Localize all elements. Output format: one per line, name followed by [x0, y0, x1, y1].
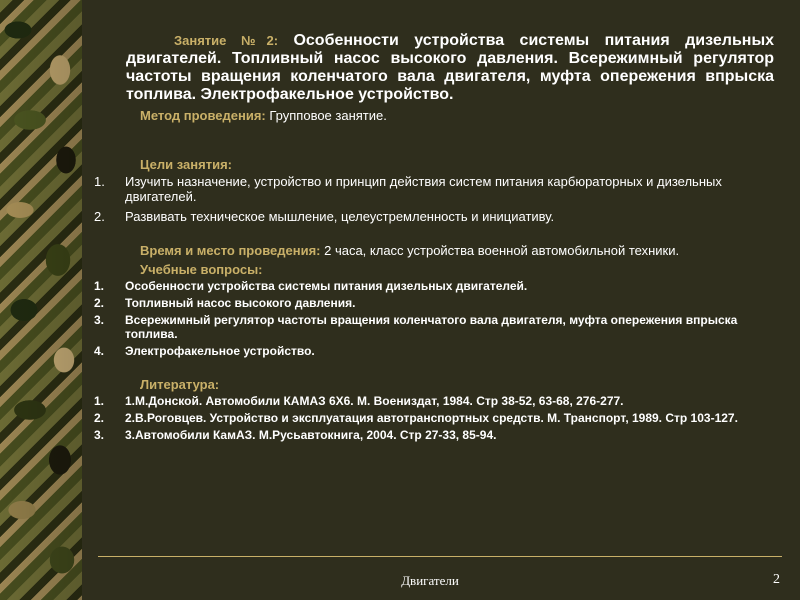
literature-list — [92, 394, 774, 442]
method-label: Метод проведения: — [140, 108, 266, 123]
goal-item — [92, 174, 774, 204]
literature-text: 1.М.Донской. Автомобили КАМАЗ 6Х6. М. Воениздат, 1984. Стр 38-52, 63-68, 276-277. — [125, 394, 624, 408]
page-number: 2 — [773, 572, 780, 587]
goals-heading: Цели занятия: — [140, 157, 232, 172]
question-item — [92, 279, 774, 293]
literature-heading: Литература: — [140, 377, 220, 392]
literature-item — [92, 394, 774, 408]
question-text: Топливный насос высокого давления. — [125, 296, 356, 310]
literature-text: 3.Автомобили КамАЗ. М.Русьавтокнига, 2004. Стр 27-33, 85-94. — [125, 428, 497, 442]
lesson-number: Занятие №2: — [174, 33, 279, 48]
question-text: Всережимный регулятор частоты вращения коленчатого вала двигателя, муфта опережения впрыска топлива. — [125, 313, 738, 341]
goal-item — [92, 209, 774, 224]
goal-text: Изучить назначение, устройство и принцип действия систем питания карбюраторных и дизельных двигателей. — [125, 174, 722, 204]
slide-title — [126, 32, 774, 104]
method-value: Групповое занятие. — [265, 108, 387, 123]
questions-heading: Учебные вопросы: — [140, 262, 263, 277]
question-item — [92, 313, 774, 341]
question-text: Особенности устройства системы питания дизельных двигателей. — [125, 279, 528, 293]
time-place-label: Время и место проведения: — [140, 243, 321, 258]
questions-list — [92, 279, 774, 358]
question-number: 4. — [94, 344, 105, 358]
question-text: Электрофакельное устройство. — [125, 344, 315, 358]
question-item — [92, 344, 774, 358]
goal-number: 2. — [94, 209, 105, 224]
goal-number: 1. — [94, 174, 105, 189]
literature-number: 1. — [94, 394, 105, 408]
time-place-value: 2 часа, класс устройства военной автомобильной техники. — [320, 243, 680, 258]
question-item — [92, 296, 774, 310]
footer-title: Двигатели — [401, 573, 459, 588]
literature-text: 2.В.Роговцев. Устройство и эксплуатация автотранспортных средств. М. Транспорт, 1989. Стр 103-127. — [125, 411, 738, 425]
literature-number: 2. — [94, 411, 105, 425]
lesson-topic: Особенности устройства системы питания дизельных двигателей. Топливный насос высокого давления. Всережимный регулятор частоты вращения коленчатого вала двигателя, муфта опережения впрыска топлива. Электрофакельное устройство. — [126, 32, 774, 103]
footer-divider — [98, 556, 782, 557]
goals-list — [92, 174, 774, 224]
question-number: 3. — [94, 313, 105, 327]
time-place-line — [140, 243, 774, 258]
literature-item — [92, 428, 774, 442]
camouflage-shade — [0, 0, 82, 600]
slide-content — [92, 32, 774, 445]
method-line — [140, 108, 774, 123]
literature-item — [92, 411, 774, 425]
goal-text: Развивать техническое мышление, целеустремленность и инициативу. — [125, 209, 555, 224]
question-number: 1. — [94, 279, 105, 293]
question-number: 2. — [94, 296, 105, 310]
literature-number: 3. — [94, 428, 105, 442]
